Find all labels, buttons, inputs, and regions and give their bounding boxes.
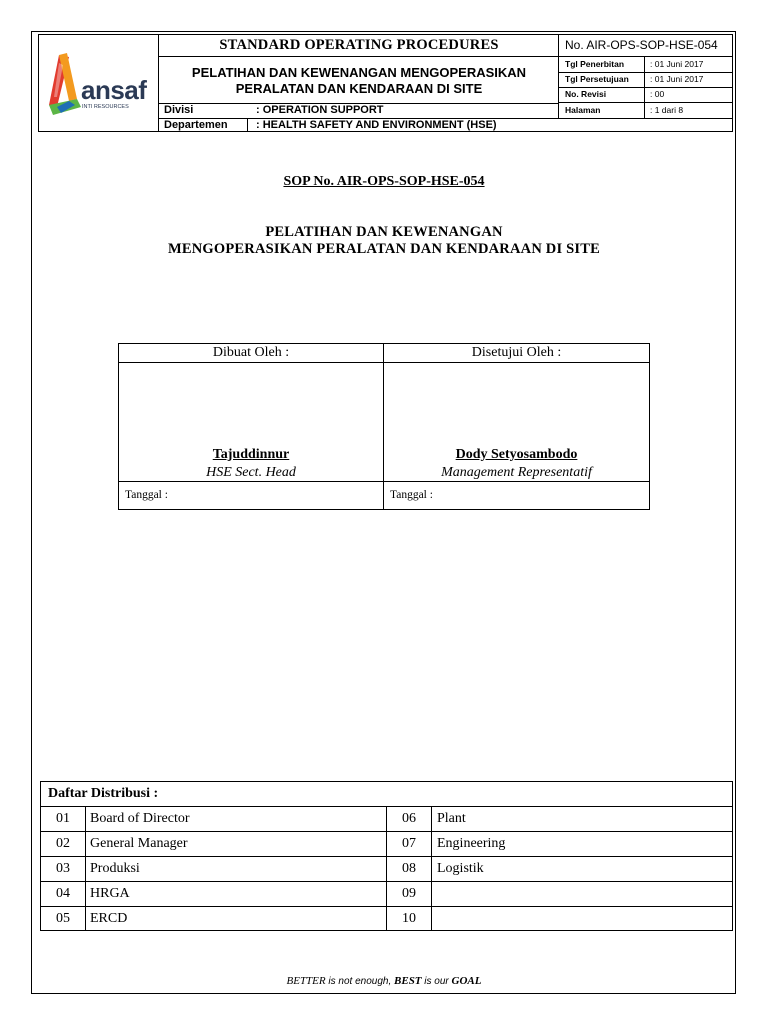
dist-no: 04 [56,886,70,901]
meta-value: : 01 Juni 2017 [650,59,704,69]
logo-subtitle: INTI RESOURCES [82,104,129,110]
approved-by-label: Disetujui Oleh : [471,345,562,360]
dist-no: 05 [56,911,70,926]
document-title [0,224,768,258]
divisi-row [160,103,559,118]
sop-number: SOP No. AIR-OPS-SOP-HSE-054 [283,174,485,189]
dist-no: 02 [56,836,70,851]
footer-goal: GOAL [451,975,482,987]
footer-better: BETTER [286,975,326,987]
footer-text-2: is our [421,976,452,987]
made-by-name: Tajuddinnur [212,447,290,462]
document-title-line1: PELATIHAN DAN KEWENANGAN [265,224,503,240]
document-title-line2: MENGOPERASIKAN PERALATAN DAN KENDARAAN DI SITE [167,241,600,257]
dist-no: 09 [402,886,416,901]
made-by-label: Dibuat Oleh : [212,345,290,360]
dist-label: HRGA [90,886,130,901]
meta-value: : 1 dari 8 [650,105,684,115]
dist-label: Produksi [90,861,140,876]
dist-label: Plant [437,811,466,826]
header-title-line2: PERALATAN DAN KENDARAAN DI SITE [235,81,483,96]
dist-label: Logistik [437,861,484,876]
footer-text-1: is not enough, [325,976,395,987]
footer-tagline [0,975,768,987]
document-header [38,34,733,132]
made-by-role: HSE Sect. Head [206,465,296,480]
approval-table [118,343,650,510]
meta-value: : 00 [650,89,665,99]
sop-label: STANDARD OPERATING PROCEDURES [219,37,499,53]
dist-label: General Manager [90,836,188,851]
dist-no: 07 [402,836,416,851]
distribution-row [41,856,732,881]
distribution-row [41,831,732,856]
departemen-value: : HEALTH SAFETY AND ENVIRONMENT (HSE) [256,119,497,131]
approved-by-role: Management Representatif [441,465,592,480]
dist-no: 08 [402,861,416,876]
meta-value: : 01 Juni 2017 [650,74,704,84]
divisi-label: Divisi [164,104,194,116]
distribution-row [41,806,732,831]
distribution-title: Daftar Distribusi : [48,786,159,801]
meta-label: Tgl Penerbitan [565,59,625,69]
meta-label: No. Revisi [565,89,607,99]
ansaf-logo-icon [39,35,157,129]
meta-label: Tgl Persetujuan [565,74,629,84]
dist-no: 10 [402,911,416,926]
distribution-table [40,781,733,931]
logo-name: ansaf [81,75,147,105]
departemen-label: Departemen [164,119,228,131]
distribution-row [41,906,732,931]
dist-no: 06 [402,811,416,826]
dist-no: 03 [56,861,70,876]
approved-by-name: Dody Setyosambodo [455,447,578,462]
approved-by-date-label: Tanggal : [390,489,433,501]
document-number: No. AIR-OPS-SOP-HSE-054 [565,38,718,52]
divisi-value: : OPERATION SUPPORT [256,104,384,116]
departemen-row [160,118,559,133]
meta-label: Halaman [565,105,601,115]
dist-label: Board of Director [90,811,190,826]
distribution-row [41,881,732,906]
dist-label: Engineering [437,836,506,851]
footer-best: BEST [394,975,422,987]
dist-no: 01 [56,811,70,826]
header-title-line1: PELATIHAN DAN KEWENANGAN MENGOPERASIKAN [191,65,527,80]
logo-cell [39,35,159,131]
dist-label: ERCD [90,911,128,926]
made-by-date-label: Tanggal : [125,489,168,501]
